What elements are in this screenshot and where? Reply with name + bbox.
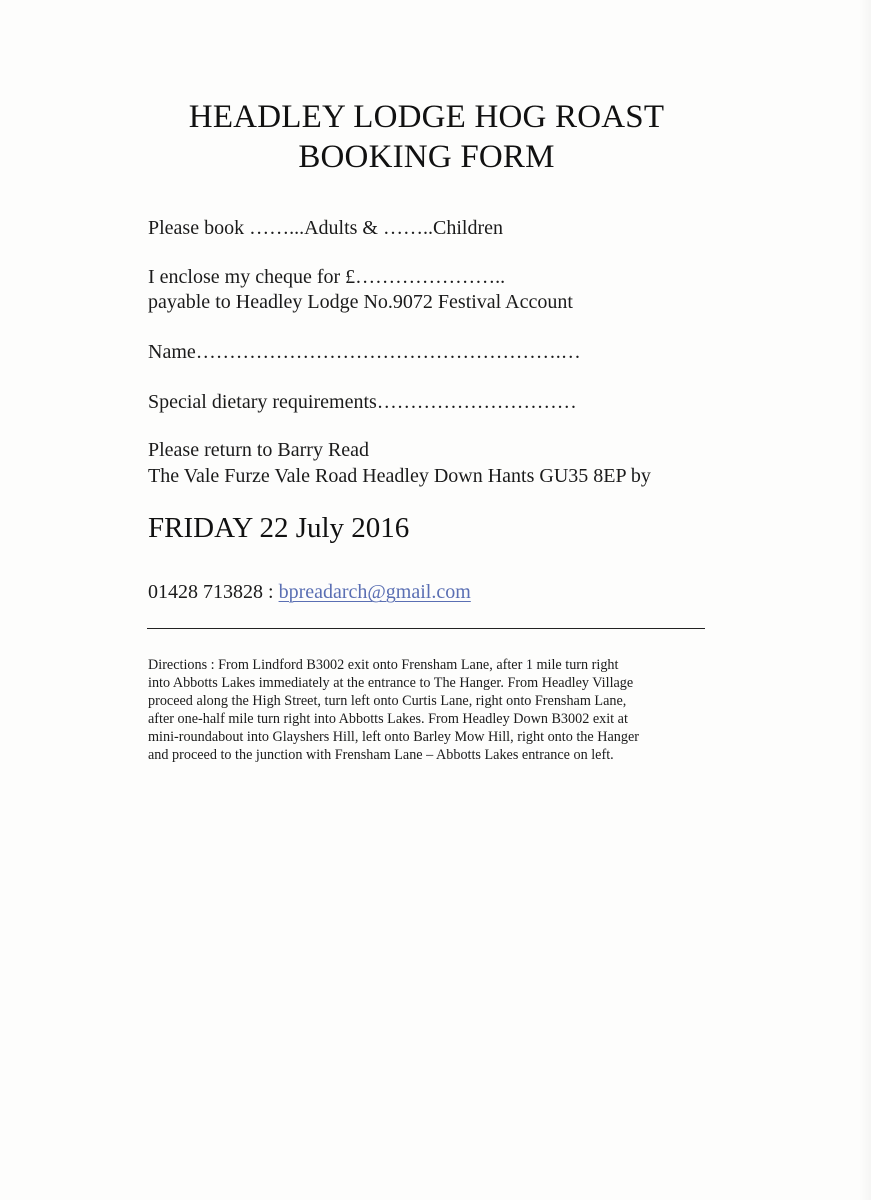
contact-line bbox=[148, 580, 471, 604]
return-to-line: Please return to Barry Read bbox=[148, 439, 370, 461]
directions-line: mini-roundabout into Glayshers Hill, left onto Barley Mow Hill, right onto the Hanger bbox=[148, 729, 639, 745]
cheque-payee-line: payable to Headley Lodge No.9072 Festival Account bbox=[148, 291, 573, 313]
section-divider bbox=[147, 628, 705, 629]
directions-line: and proceed to the junction with Frensham Lane – Abbotts Lakes entrance on left. bbox=[148, 747, 614, 763]
return-address-line: The Vale Furze Vale Road Headley Down Hants GU35 8EP by bbox=[148, 465, 651, 487]
booking-quantity-line: Please book ……...Adults & ……..Children bbox=[148, 217, 503, 239]
name-field-line: Name……………………………………………….… bbox=[148, 341, 581, 363]
deadline-date: FRIDAY 22 July 2016 bbox=[148, 512, 410, 544]
directions-line: into Abbotts Lakes immediately at the entrance to The Hanger. From Headley Village bbox=[148, 675, 634, 691]
directions-line: proceed along the High Street, turn left onto Curtis Lane, right onto Frensham Lane, bbox=[148, 693, 627, 709]
form-title-line-1: HEADLEY LODGE HOG ROAST bbox=[188, 99, 665, 135]
directions-line: Directions : From Lindford B3002 exit onto Frensham Lane, after 1 mile turn right bbox=[148, 657, 619, 673]
paper-edge-shadow bbox=[859, 0, 871, 1200]
email-link[interactable]: bpreadarch@gmail.com bbox=[278, 581, 471, 603]
cheque-amount-line: I enclose my cheque for £………………….. bbox=[148, 266, 506, 288]
directions-paragraph bbox=[148, 656, 718, 764]
directions-line: after one-half mile turn right into Abbotts Lakes. From Headley Down B3002 exit at bbox=[148, 711, 628, 727]
form-title-line-2: BOOKING FORM bbox=[298, 139, 555, 175]
dietary-requirements-line: Special dietary requirements………………………… bbox=[148, 391, 577, 413]
phone-number: 01428 713828 : bbox=[148, 581, 279, 603]
